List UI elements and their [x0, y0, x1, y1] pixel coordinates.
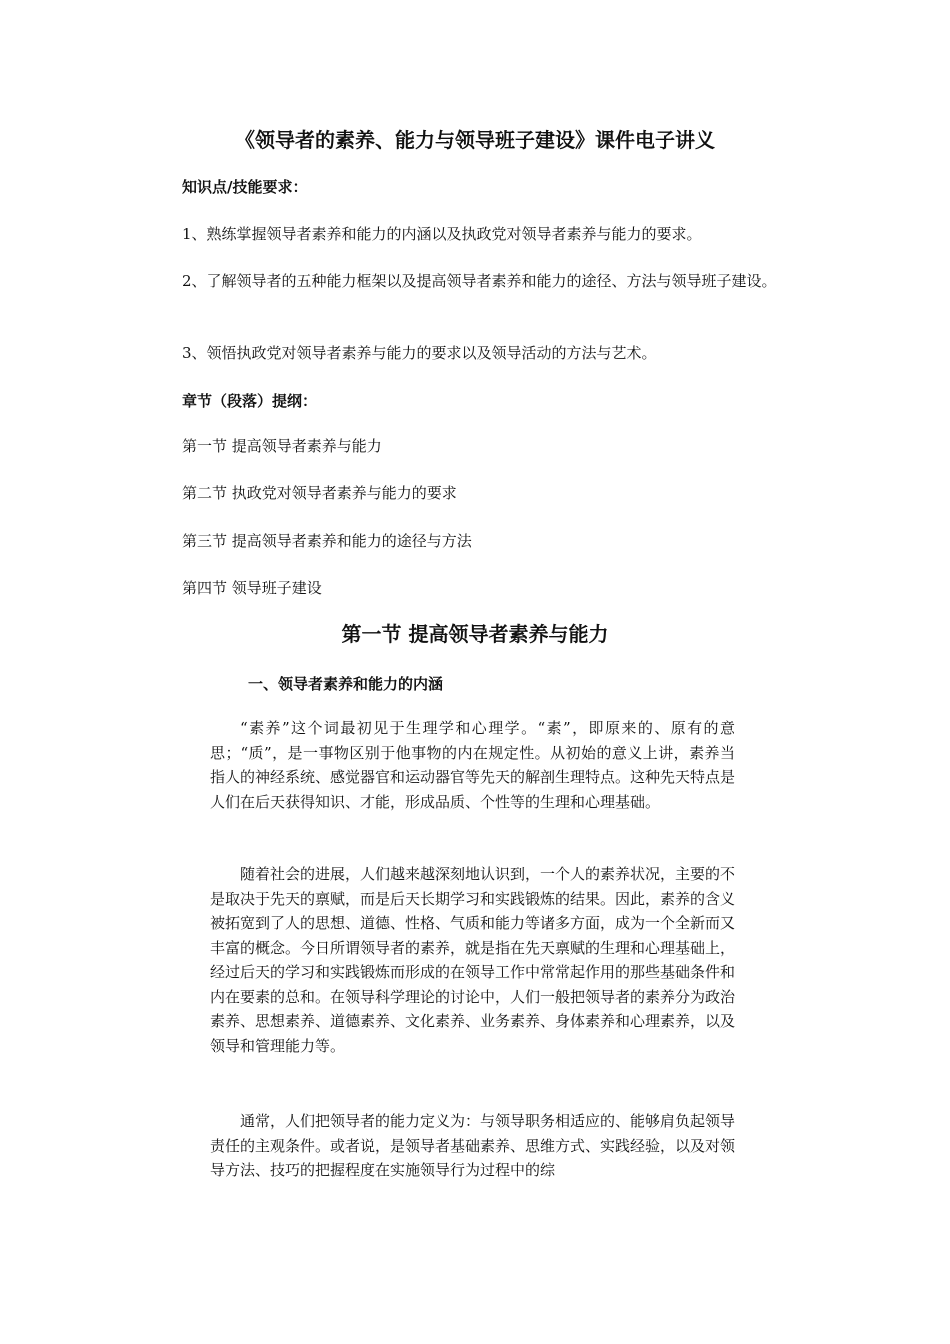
- requirement-item-3: 3、领悟执政党对领导者素养与能力的要求以及领导活动的方法与艺术。: [182, 344, 657, 362]
- outline-item-3: 第三节 提高领导者素养和能力的途径与方法: [182, 532, 472, 550]
- section-title: 第一节 提高领导者素养与能力: [341, 622, 609, 646]
- outline-heading: 章节（段落）提纲：: [182, 392, 318, 410]
- body-paragraph-2: 随着社会的进展，人们越来越深刻地认识到，一个人的素养状况，主要的不是取决于先天的禀赋，而是后天长期学习和实践锻炼的结果。因此，素养的含义被拓宽到了人的思想、道德、性格、气质和能力等诸多方面，成为一个全新而又丰富的概念。今日所谓领导者的素养，就是指在先天禀赋的生理和心理基础上，经过后天的学习和实践锻炼而形成的在领导工作中常常起作用的那些基础条件和内在要素的总和。在领导科学理论的讨论中，人们一般把领导者的素养分为政治素养、思想素养、道德素养、文化素养、业务素养、身体素养和心理素养，以及领导和管理能力等。: [210, 865, 736, 1055]
- body-paragraph-1: “素养”这个词最初见于生理学和心理学。“素”，即原来的、原有的意思；“质”，是一事物区别于他事物的内在规定性。从初始的意义上讲，素养当指人的神经系统、感觉器官和运动器官等先天的解剖生理特点。这种先天特点是人们在后天获得知识、才能，形成品质、个性等的生理和心理基础。: [210, 719, 736, 811]
- subsection-heading: 一、领导者素养和能力的内涵: [248, 675, 444, 693]
- outline-item-1: 第一节 提高领导者素养与能力: [182, 437, 382, 455]
- document-title: 《领导者的素养、能力与领导班子建设》课件电子讲义: [235, 128, 715, 152]
- outline-item-2: 第二节 执政党对领导者素养与能力的要求: [182, 484, 457, 502]
- requirement-item-1: 1、熟练掌握领导者素养和能力的内涵以及执政党对领导者素养与能力的要求。: [182, 225, 702, 243]
- outline-item-4: 第四节 领导班子建设: [182, 579, 322, 597]
- body-paragraph-3: 通常，人们把领导者的能力定义为：与领导职务相适应的、能够肩负起领导责任的主观条件。或者说，是领导者基础素养、思维方式、实践经验，以及对领导方法、技巧的把握程度在实施领导行为过程中的综: [210, 1112, 736, 1179]
- requirement-item-2: 2、了解领导者的五种能力框架以及提高领导者素养和能力的途径、方法与领导班子建设。: [182, 272, 777, 290]
- requirements-heading: 知识点/技能要求：: [182, 178, 308, 196]
